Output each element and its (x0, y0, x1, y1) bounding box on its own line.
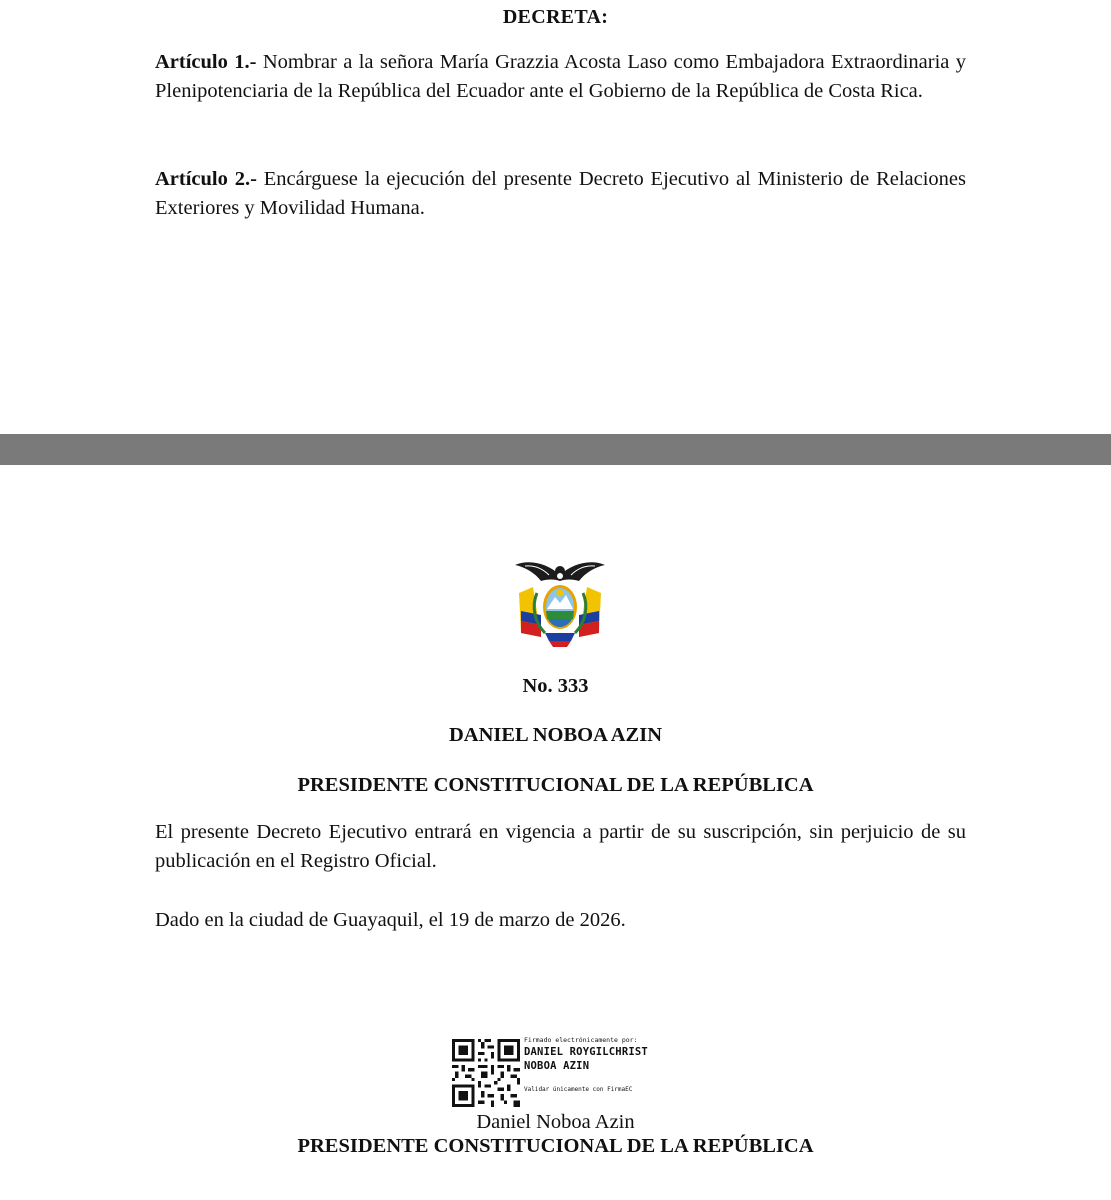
qr-code-icon (452, 1039, 520, 1107)
ecuador-coat-of-arms-icon (511, 553, 609, 649)
dado-paragraph: Dado en la ciudad de Guayaquil, el 19 de marzo de 2026. (155, 909, 626, 931)
vigencia-paragraph: El presente Decreto Ejecutivo entrará en vigencia a partir de su suscripción, sin perjuicio de su publicación en el Registro Oficial. (155, 821, 966, 872)
page-separator (0, 434, 1111, 465)
decreta-heading: DECRETA: (502, 6, 609, 28)
stamp-name-line1: DANIEL ROYGILCHRIST (524, 1046, 648, 1058)
article-1-text: Nombrar a la señora María Grazzia Acosta Laso como Embajadora Extraordinaria y Plenipotenciaria de la República del Ecuador ante el Gobierno de la República de Costa Rica. (155, 51, 966, 102)
stamp-name-line2: NOBOA AZIN (524, 1060, 590, 1072)
article-2-label: Artículo 2.- (155, 168, 257, 190)
document-page-top (0, 0, 1111, 434)
signature-stamp-text (524, 1036, 694, 1094)
electronic-signature-stamp (452, 1036, 692, 1110)
article-2 (155, 165, 966, 223)
stamp-header: Firmado electrónicamente por: (524, 1036, 638, 1044)
president-title: PRESIDENTE CONSTITUCIONAL DE LA REPÚBLICA (297, 774, 814, 796)
article-2-text: Encárguese la ejecución del presente Decreto Ejecutivo al Ministerio de Relaciones Exteriores y Movilidad Humana. (155, 168, 967, 219)
signer-title: PRESIDENTE CONSTITUCIONAL DE LA REPÚBLICA (297, 1135, 814, 1157)
signer-name: Daniel Noboa Azin (476, 1111, 635, 1133)
article-1 (155, 48, 966, 106)
article-1-label: Artículo 1.- (155, 51, 257, 73)
decree-number: No. 333 (522, 675, 589, 697)
stamp-footer: Validar únicamente con FirmaEC (524, 1086, 633, 1093)
president-name: DANIEL NOBOA AZIN (448, 724, 663, 746)
